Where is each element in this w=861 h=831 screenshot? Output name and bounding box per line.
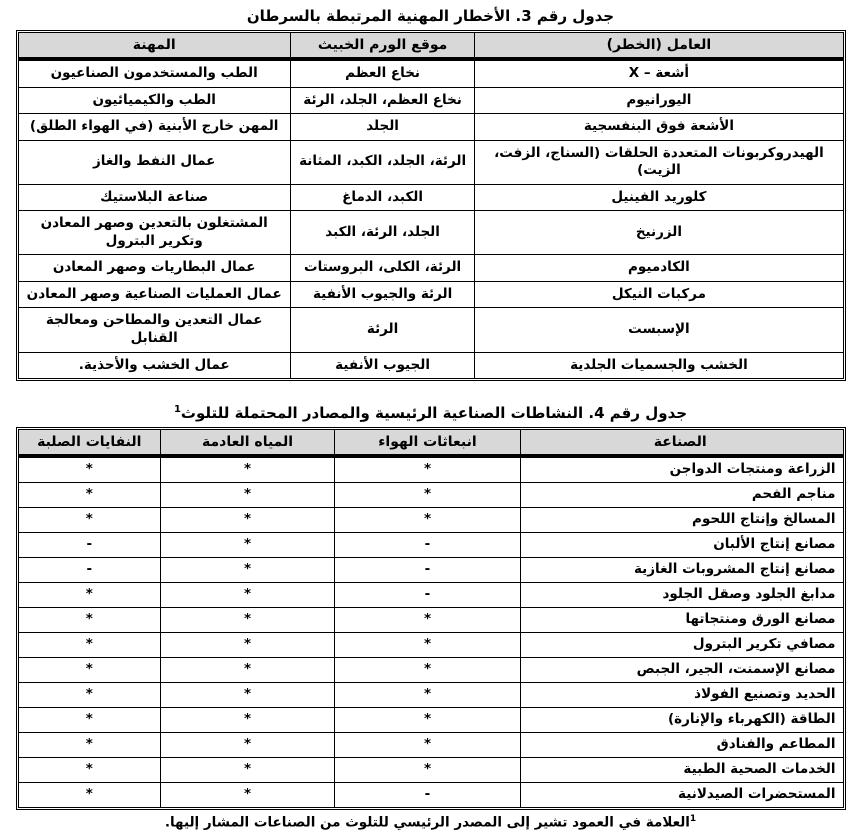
- footnote-text: العلامة في العمود تشير إلى المصدر الرئيسي للتلوث من الصناعات المشار إليها.: [164, 814, 690, 831]
- solid-waste-cell: -: [18, 558, 161, 583]
- occupation-cell: عمال البطاريات وصهر المعادن: [18, 255, 290, 282]
- wastewater-cell: *: [161, 658, 335, 683]
- table3-header-row: [18, 33, 843, 60]
- wastewater-cell: *: [161, 608, 335, 633]
- wastewater-cell: *: [161, 483, 335, 508]
- wastewater-cell: *: [161, 456, 335, 483]
- tumor-site-cell: نخاع العظم، الجلد، الرئة: [290, 87, 474, 114]
- air-emissions-cell: -: [335, 533, 521, 558]
- table-row: [18, 308, 843, 352]
- table3-title: جدول رقم 3. الأخطار المهنية المرتبطة بالسرطان: [246, 7, 615, 25]
- industry-cell: مصانع إنتاج المشروبات الغازية: [520, 558, 843, 583]
- air-emissions-cell: *: [335, 733, 521, 758]
- agent-cell: الكادميوم: [475, 255, 843, 282]
- industry-cell: الخدمات الصحية الطبية: [520, 758, 843, 783]
- spacer: [0, 381, 861, 397]
- table3-header-occupation: المهنة: [18, 33, 290, 60]
- solid-waste-cell: *: [18, 583, 161, 608]
- industry-cell: مصانع الورق ومنتجاتها: [520, 608, 843, 633]
- air-emissions-cell: *: [335, 456, 521, 483]
- table-row: [18, 87, 843, 114]
- air-emissions-cell: *: [335, 658, 521, 683]
- wastewater-cell: *: [161, 758, 335, 783]
- industry-cell: مصانع إنتاج الألبان: [520, 533, 843, 558]
- table-row: [18, 114, 843, 141]
- wastewater-cell: *: [161, 708, 335, 733]
- table4-wrapper: [16, 427, 846, 810]
- table-row: [18, 255, 843, 282]
- wastewater-cell: *: [161, 783, 335, 808]
- air-emissions-cell: *: [335, 508, 521, 533]
- table-row: [18, 184, 843, 211]
- table3-body: [18, 59, 843, 379]
- tumor-site-cell: الرئة، الجلد، الكبد، المثانة: [290, 140, 474, 184]
- air-emissions-cell: -: [335, 783, 521, 808]
- occupation-cell: المشتغلون بالتعدين وصهر المعادن وتكرير البترول: [18, 211, 290, 255]
- table-row: [18, 281, 843, 308]
- table4-header-industry: الصناعة: [520, 430, 843, 457]
- air-emissions-cell: *: [335, 483, 521, 508]
- occupation-cell: عمال الخشب والأحذية.: [18, 352, 290, 379]
- agent-cell: اليورانيوم: [475, 87, 843, 114]
- agent-cell: الأشعة فوق البنفسجية: [475, 114, 843, 141]
- table-row: [18, 708, 843, 733]
- wastewater-cell: *: [161, 583, 335, 608]
- solid-waste-cell: *: [18, 633, 161, 658]
- occupation-cell: الطب والمستخدمون الصناعيون: [18, 59, 290, 87]
- industry-cell: المطاعم والفنادق: [520, 733, 843, 758]
- industry-cell: الحديد وتصنيع الفولاذ: [520, 683, 843, 708]
- table4-header-wastewater: المياه العادمة: [161, 430, 335, 457]
- agent-cell: الهيدروكربونات المتعددة الحلقات (السناج، الزفت، الزيت): [475, 140, 843, 184]
- agent-cell: الزرنيخ: [475, 211, 843, 255]
- wastewater-cell: *: [161, 533, 335, 558]
- table3-header-tumor-site: موقع الورم الخبيث: [290, 33, 474, 60]
- industry-cell: مناجم الفحم: [520, 483, 843, 508]
- solid-waste-cell: *: [18, 508, 161, 533]
- tumor-site-cell: نخاع العظم: [290, 59, 474, 87]
- solid-waste-cell: *: [18, 483, 161, 508]
- table4-header-air-emissions: انبعاثات الهواء: [335, 430, 521, 457]
- table3-header-agent: العامل (الخطر): [475, 33, 843, 60]
- table-row: [18, 508, 843, 533]
- solid-waste-cell: *: [18, 608, 161, 633]
- table4-body: [18, 456, 843, 808]
- industry-cell: مصانع الإسمنت، الجير، الجبص: [520, 658, 843, 683]
- table-row: [18, 211, 843, 255]
- table-row: [18, 583, 843, 608]
- occupation-cell: عمال التعدين والمطاحن ومعالجة القنابل: [18, 308, 290, 352]
- industry-cell: مدابغ الجلود وصقل الجلود: [520, 583, 843, 608]
- occupation-cell: صناعة البلاستيك: [18, 184, 290, 211]
- table-row: [18, 140, 843, 184]
- agent-cell: أشعة – X: [475, 59, 843, 87]
- air-emissions-cell: *: [335, 683, 521, 708]
- table-row: [18, 456, 843, 483]
- table4-header-row: [18, 430, 843, 457]
- occupational-hazards-table: [18, 32, 844, 379]
- solid-waste-cell: -: [18, 533, 161, 558]
- tumor-site-cell: الجلد، الرئة، الكبد: [290, 211, 474, 255]
- wastewater-cell: *: [161, 508, 335, 533]
- industry-cell: الزراعة ومنتجات الدواجن: [520, 456, 843, 483]
- tumor-site-cell: الكبد، الدماغ: [290, 184, 474, 211]
- solid-waste-cell: *: [18, 733, 161, 758]
- industry-cell: المسالخ وإنتاج اللحوم: [520, 508, 843, 533]
- table4-title-superscript: 1: [173, 404, 181, 416]
- table-row: [18, 558, 843, 583]
- table3-wrapper: [16, 30, 846, 381]
- industry-cell: الطاقة (الكهرباء والإنارة): [520, 708, 843, 733]
- industry-cell: مصافي تكرير البترول: [520, 633, 843, 658]
- footnote-superscript: 1: [689, 814, 697, 825]
- agent-cell: الإسبست: [475, 308, 843, 352]
- solid-waste-cell: *: [18, 783, 161, 808]
- agent-cell: كلوريد الفينيل: [475, 184, 843, 211]
- table4-title-text: جدول رقم 4. النشاطات الصناعية الرئيسية والمصادر المحتملة للتلوث: [180, 404, 688, 423]
- occupation-cell: عمال العمليات الصناعية وصهر المعادن: [18, 281, 290, 308]
- table-row: [18, 658, 843, 683]
- solid-waste-cell: *: [18, 758, 161, 783]
- wastewater-cell: *: [161, 733, 335, 758]
- table-row: [18, 483, 843, 508]
- tumor-site-cell: الرئة والجيوب الأنفية: [290, 281, 474, 308]
- table-row: [18, 633, 843, 658]
- table4-footnote: [0, 814, 861, 831]
- occupation-cell: المهن خارج الأبنية (في الهواء الطلق): [18, 114, 290, 141]
- table-row: [18, 533, 843, 558]
- wastewater-cell: *: [161, 558, 335, 583]
- table-row: [18, 733, 843, 758]
- table4-header: [18, 430, 843, 457]
- air-emissions-cell: *: [335, 758, 521, 783]
- table4-header-solid-waste: النفايات الصلبة: [18, 430, 161, 457]
- air-emissions-cell: *: [335, 608, 521, 633]
- occupation-cell: الطب والكيميائيون: [18, 87, 290, 114]
- agent-cell: الخشب والجسميات الجلدية: [475, 352, 843, 379]
- table-row: [18, 608, 843, 633]
- wastewater-cell: *: [161, 633, 335, 658]
- table-row: [18, 783, 843, 808]
- wastewater-cell: *: [161, 683, 335, 708]
- air-emissions-cell: *: [335, 633, 521, 658]
- solid-waste-cell: *: [18, 708, 161, 733]
- table-row: [18, 59, 843, 87]
- air-emissions-cell: -: [335, 583, 521, 608]
- industrial-pollution-table: [18, 429, 844, 808]
- tumor-site-cell: الجيوب الأنفية: [290, 352, 474, 379]
- solid-waste-cell: *: [18, 683, 161, 708]
- table-row: [18, 758, 843, 783]
- agent-cell: مركبات النيكل: [475, 281, 843, 308]
- table-row: [18, 683, 843, 708]
- solid-waste-cell: *: [18, 658, 161, 683]
- air-emissions-cell: -: [335, 558, 521, 583]
- table4-title: [0, 397, 861, 422]
- industry-cell: المستحضرات الصيدلانية: [520, 783, 843, 808]
- air-emissions-cell: *: [335, 708, 521, 733]
- tumor-site-cell: الرئة، الكلى، البروستات: [290, 255, 474, 282]
- occupation-cell: عمال النفط والغاز: [18, 140, 290, 184]
- tumor-site-cell: الجلد: [290, 114, 474, 141]
- solid-waste-cell: *: [18, 456, 161, 483]
- tumor-site-cell: الرئة: [290, 308, 474, 352]
- table-row: [18, 352, 843, 379]
- table3-header: [18, 33, 843, 60]
